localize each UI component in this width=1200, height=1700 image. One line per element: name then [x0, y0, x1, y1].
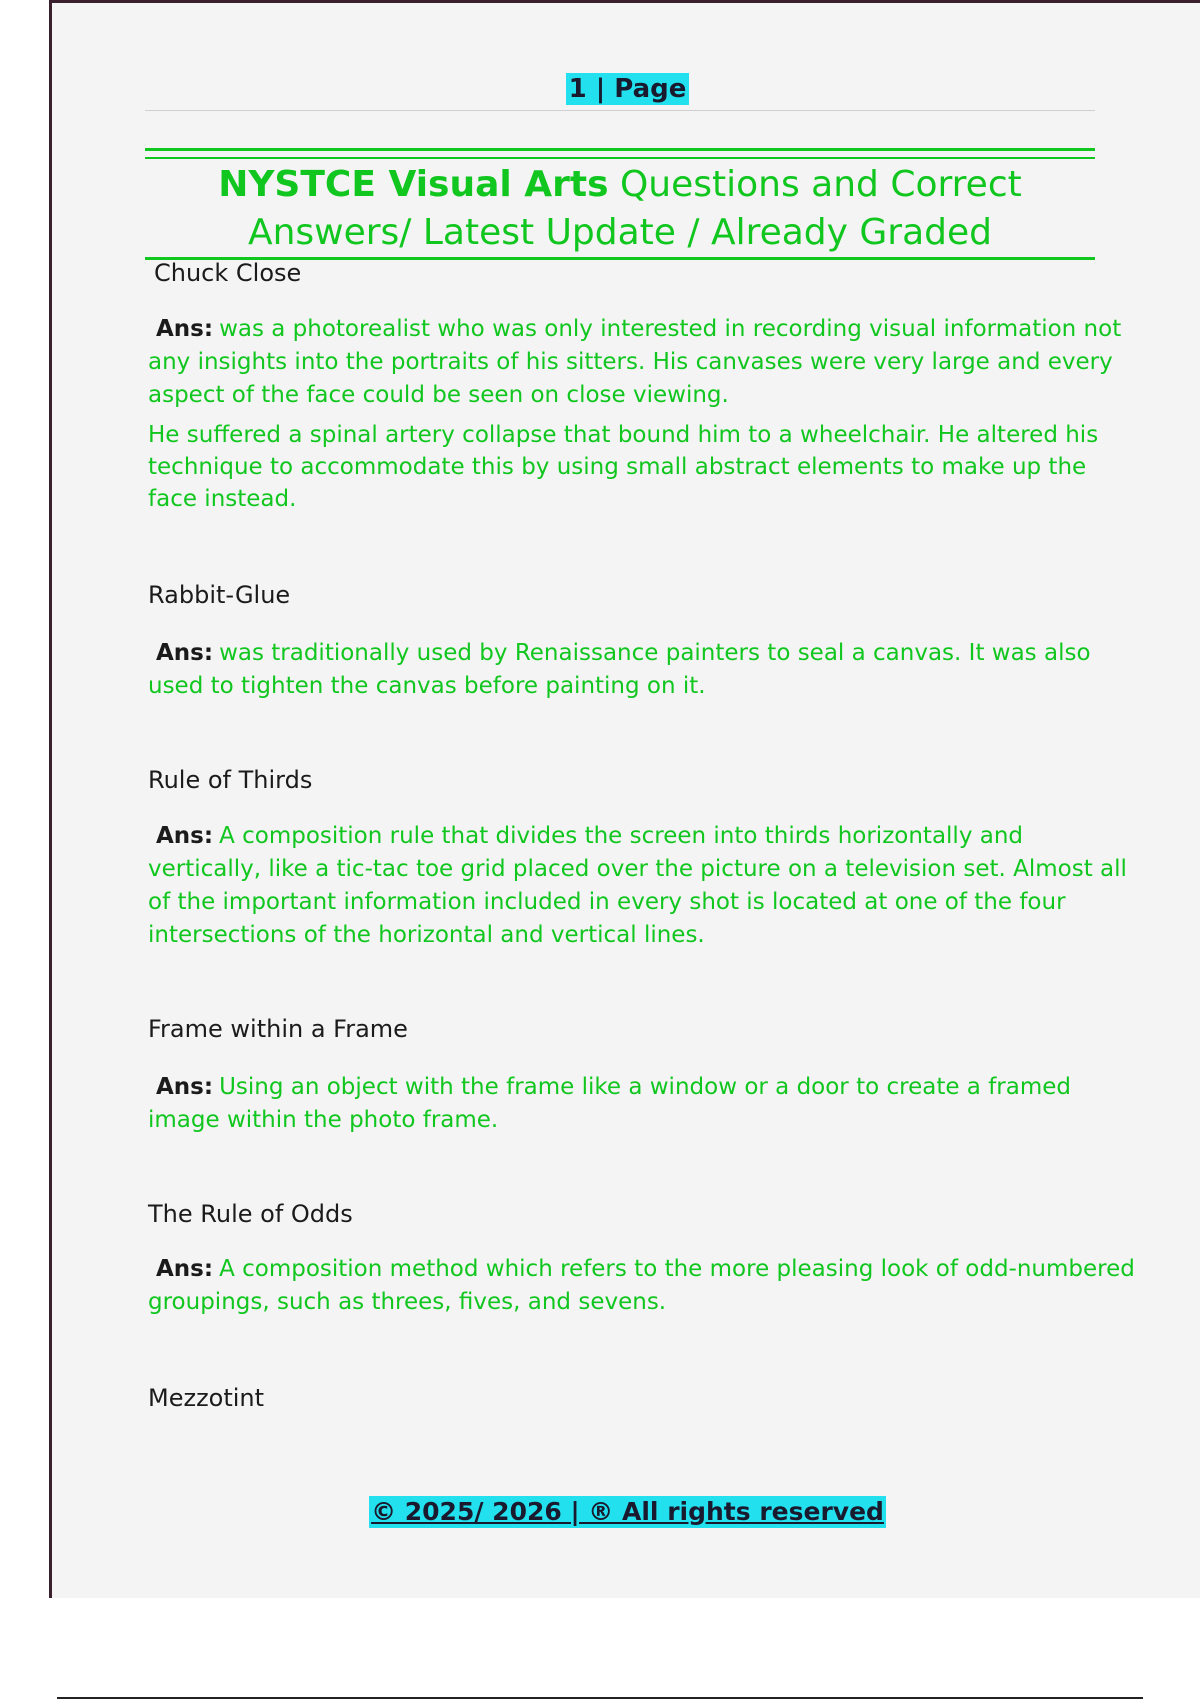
answer-body: was a photorealist who was only interested in recording visual information not any insights into the portraits of his sitters. His canvases were very large and every aspect of the face could be seen on close viewing. [148, 316, 1122, 408]
answer-body: Using an object with the frame like a window or a door to create a framed image within the photo frame. [148, 1074, 1072, 1133]
answer-body: A composition rule that divides the screen into thirds horizontally and vertically, like a tic-tac toe grid placed over the picture on a television set. Almost all of the important information included in every shot is located at one of the four intersections of the horizontal and vertical lines. [148, 823, 1127, 948]
qa-item [148, 579, 1138, 703]
document-title-rest: Questions and Correct Answers/ Latest Update / Already Graded [247, 164, 1022, 253]
ans-label: Ans: [156, 1256, 214, 1282]
document-title [145, 161, 1095, 257]
ans-label: Ans: [156, 1074, 214, 1100]
question-term: Frame within a Frame [148, 1015, 408, 1043]
ans-label: Ans: [156, 640, 214, 666]
qa-item [148, 1382, 1138, 1414]
page-number-label: 1 | Page [566, 73, 690, 105]
answer-text [148, 313, 1138, 412]
copyright-notice: © 2025/ 2026 | ® All rights reserved [371, 1497, 884, 1526]
question-term: Mezzotint [148, 1384, 265, 1412]
answer-text [148, 1071, 1138, 1137]
answer-text [148, 637, 1138, 703]
title-rule-top [145, 148, 1095, 151]
qa-item [148, 1198, 1138, 1319]
ans-label: Ans: [156, 316, 214, 342]
qa-item [148, 764, 1138, 952]
question-term: Rule of Thirds [148, 766, 313, 794]
question-term: The Rule of Odds [148, 1200, 353, 1228]
question-term: Chuck Close [154, 259, 302, 287]
page-header [52, 73, 1200, 105]
qa-item [148, 257, 1138, 515]
document-title-strong: NYSTCE Visual Arts [218, 164, 609, 205]
document-page [49, 0, 1200, 1598]
title-rule-top-secondary [145, 157, 1095, 159]
answer-extra-text: He suffered a spinal artery collapse that bound him to a wheelchair. He altered his technique to accommodate this by using small abstract elements to make up the face instead. [148, 422, 1099, 512]
next-page-edge [57, 1697, 1143, 1699]
qa-item [148, 1013, 1138, 1137]
answer-text [148, 820, 1138, 952]
answer-text [148, 1253, 1138, 1319]
answer-body: A composition method which refers to the more pleasing look of odd-numbered groupings, such as threes, fives, and sevens. [148, 1256, 1135, 1315]
question-term: Rabbit-Glue [148, 581, 291, 609]
header-divider [145, 110, 1095, 111]
answer-body: was traditionally used by Renaissance painters to seal a canvas. It was also used to tighten the canvas before painting on it. [148, 640, 1091, 699]
page-footer [52, 1496, 1200, 1528]
ans-label: Ans: [156, 823, 214, 849]
